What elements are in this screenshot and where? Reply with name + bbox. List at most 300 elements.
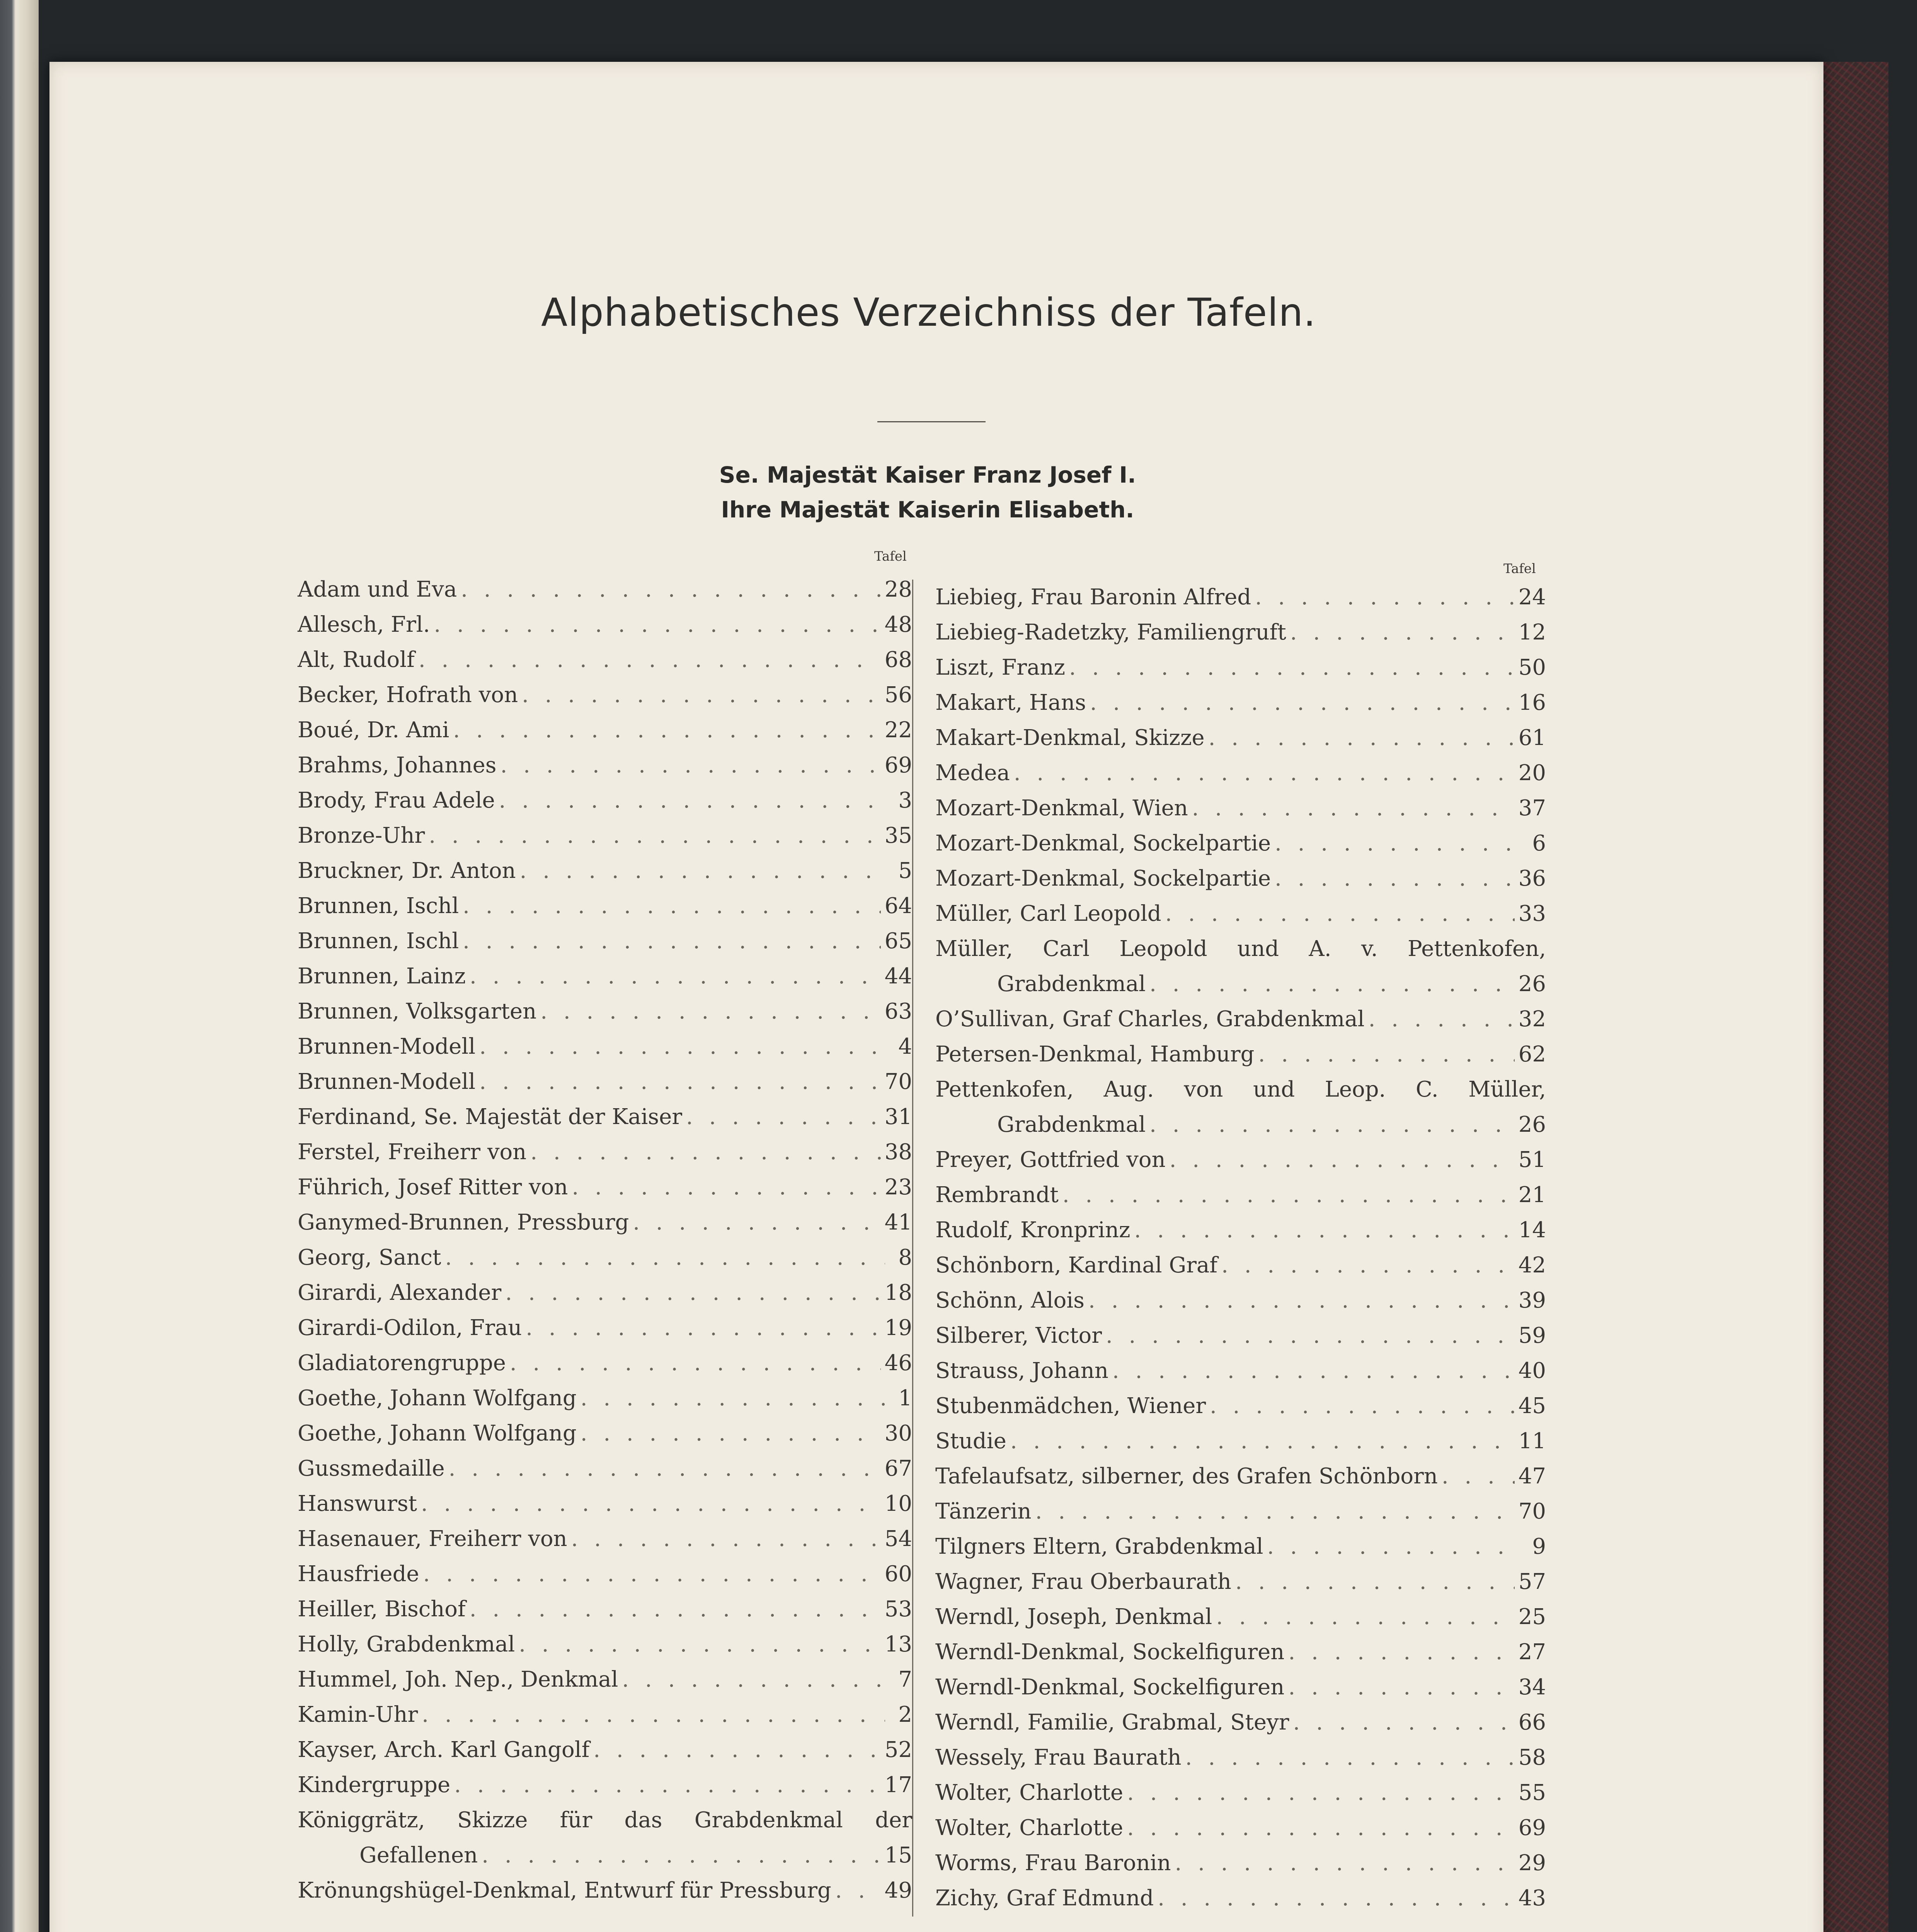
index-entry [298, 1556, 912, 1592]
plate-number: 45 [1518, 1393, 1546, 1418]
plate-number: 9 [1532, 1534, 1546, 1559]
index-entry [935, 826, 1546, 861]
plate-number: 69 [1518, 1815, 1546, 1840]
plate-number: 33 [1518, 901, 1546, 926]
entry-name: Holly, Grabdenkmal [298, 1632, 515, 1657]
entry-name-line-1: Müller, Carl Leopold und A. v. Pettenkofen, [935, 936, 1546, 961]
entry-name: Ferdinand, Se. Majestät der Kaiser [298, 1104, 683, 1129]
plate-number: 30 [884, 1421, 912, 1446]
dot-leader [1175, 1845, 1515, 1881]
index-entry [298, 1486, 912, 1521]
plate-number: 48 [884, 612, 912, 637]
entry-name: Goethe, Johann Wolfgang [298, 1421, 577, 1446]
index-entry [298, 1064, 912, 1099]
entry-name: Mozart-Denkmal, Wien [935, 796, 1188, 821]
dot-leader [1170, 1142, 1515, 1177]
index-entry [935, 1740, 1546, 1775]
index-entry [935, 1810, 1546, 1845]
index-entry [935, 615, 1546, 650]
index-entry [298, 1767, 912, 1803]
plate-number: 55 [1518, 1780, 1546, 1805]
dot-leader [1149, 966, 1515, 1002]
dot-leader [434, 607, 881, 642]
index-entry [935, 791, 1546, 826]
entry-name: Heiller, Bischof [298, 1597, 466, 1622]
index-entry-wrapped [298, 1803, 912, 1873]
dot-leader [633, 1205, 880, 1240]
index-entry [298, 677, 912, 713]
dot-leader [470, 1592, 881, 1627]
index-entry [298, 853, 912, 888]
index-entry [298, 1310, 912, 1345]
dot-leader [1288, 1670, 1514, 1705]
index-entry [935, 1388, 1546, 1423]
entry-name: Kayser, Arch. Karl Gangolf [298, 1737, 590, 1762]
dot-leader [1221, 1248, 1515, 1283]
dot-leader [463, 888, 881, 923]
index-entry [298, 642, 912, 677]
index-entry [298, 1873, 912, 1908]
index-entry [935, 1881, 1546, 1916]
index-entry [935, 896, 1546, 931]
dot-leader [1275, 861, 1515, 896]
plate-number: 67 [884, 1456, 912, 1481]
index-entry [935, 1002, 1546, 1037]
dot-leader [1275, 826, 1519, 861]
index-entry [935, 1283, 1546, 1318]
entry-name: Hausfriede [298, 1561, 419, 1587]
book-cover-edge [1817, 62, 1888, 1932]
dot-leader [1165, 896, 1515, 931]
plate-number: 14 [1518, 1218, 1546, 1243]
entry-name: Wolter, Charlotte [935, 1780, 1124, 1805]
dot-leader [1185, 1740, 1515, 1775]
plate-number: 31 [884, 1104, 912, 1129]
plate-number: 3 [898, 788, 912, 813]
entry-name-line-1: Pettenkofen, Aug. von und Leop. C. Müller, [935, 1077, 1546, 1102]
entry-name: Ganymed-Brunnen, Pressburg [298, 1210, 629, 1235]
plate-number: 39 [1518, 1288, 1546, 1313]
dot-leader [429, 818, 880, 853]
index-entry [298, 1099, 912, 1134]
index-entry [298, 1521, 912, 1556]
entry-name: Hasenauer, Freiherr von [298, 1526, 567, 1551]
entry-name: Goethe, Johann Wolfgang [298, 1386, 577, 1411]
dot-leader [449, 1451, 881, 1486]
index-entry [298, 748, 912, 783]
dot-leader [482, 1838, 881, 1873]
entry-name: Strauss, Johann [935, 1358, 1108, 1383]
dot-leader [1062, 1177, 1515, 1213]
dot-leader [526, 1310, 880, 1345]
entry-name: Tafelaufsatz, silberner, des Grafen Schönborn [935, 1464, 1438, 1489]
index-entry [935, 1845, 1546, 1881]
entry-name: Ferstel, Freiherr von [298, 1139, 527, 1165]
entry-name: Mozart-Denkmal, Sockelpartie [935, 831, 1271, 856]
plate-number: 59 [1518, 1323, 1546, 1348]
dot-leader [530, 1134, 880, 1170]
plate-number: 41 [884, 1210, 912, 1235]
plate-number: 1 [898, 1386, 912, 1411]
entry-name: Krönungshügel-Denkmal, Entwurf für Pressburg [298, 1878, 831, 1903]
entry-name: Rudolf, Kronprinz [935, 1218, 1130, 1243]
entry-name: Boué, Dr. Ami [298, 718, 449, 743]
dot-leader [470, 959, 881, 994]
plate-number: 23 [884, 1175, 912, 1200]
plate-number: 32 [1518, 1007, 1546, 1032]
entry-name: Brahms, Johannes [298, 753, 497, 778]
dot-leader [1069, 650, 1515, 685]
page-title: Alphabetisches Verzeichniss der Tafeln. [541, 290, 1316, 335]
plate-number: 10 [884, 1491, 912, 1516]
plate-number: 36 [1518, 866, 1546, 891]
entry-name-line-2: Grabdenkmal [997, 1112, 1146, 1137]
dot-leader [593, 1732, 880, 1767]
entry-name: Müller, Carl Leopold [935, 901, 1161, 926]
dot-leader [1014, 755, 1515, 791]
entry-name: Werndl-Denkmal, Sockelfiguren [935, 1675, 1285, 1700]
index-entry [298, 818, 912, 853]
index-entry [298, 1134, 912, 1170]
plate-number: 51 [1518, 1147, 1546, 1172]
index-entry [935, 685, 1546, 720]
dot-leader [1088, 1283, 1515, 1318]
dot-leader [453, 713, 880, 748]
dot-leader [1209, 720, 1515, 755]
plate-number: 27 [1518, 1639, 1546, 1665]
dot-leader [581, 1416, 881, 1451]
entry-name: Kindergruppe [298, 1772, 451, 1798]
index-entry [935, 1670, 1546, 1705]
plate-number: 68 [884, 647, 912, 672]
plate-number: 65 [884, 929, 912, 954]
dot-leader [454, 1767, 881, 1803]
entry-name-line-1: Königgrätz, Skizze für das Grabdenkmal der [298, 1808, 912, 1833]
index-entry [935, 1213, 1546, 1248]
index-entry [935, 1177, 1546, 1213]
entry-name: Liebieg-Radetzky, Familiengruft [935, 620, 1286, 645]
plate-number: 69 [884, 753, 912, 778]
plate-number: 8 [898, 1245, 912, 1270]
plate-number: 43 [1518, 1886, 1546, 1911]
index-entry [298, 1697, 912, 1732]
dot-leader [1106, 1318, 1515, 1353]
index-entry [298, 1170, 912, 1205]
plate-number: 15 [884, 1843, 912, 1868]
index-entry [298, 1029, 912, 1064]
entry-name: Führich, Josef Ritter von [298, 1175, 568, 1200]
entry-name: Worms, Frau Baronin [935, 1850, 1171, 1876]
dot-leader [1235, 1564, 1515, 1599]
column-divider [912, 580, 913, 1917]
dot-leader [1192, 791, 1515, 826]
index-entry [298, 572, 912, 607]
dot-leader [571, 1521, 881, 1556]
dot-leader [686, 1099, 881, 1134]
entry-name: Rembrandt [935, 1182, 1059, 1208]
dot-leader [1369, 1002, 1515, 1037]
dot-leader [520, 853, 885, 888]
index-entry [298, 1240, 912, 1275]
plate-number: 70 [884, 1069, 912, 1094]
plate-number: 50 [1518, 655, 1546, 680]
entry-name: Liebieg, Frau Baronin Alfred [935, 585, 1251, 610]
entry-name: O’Sullivan, Graf Charles, Grabdenkmal [935, 1007, 1365, 1032]
dot-leader [1010, 1423, 1515, 1459]
entry-name: Hummel, Joh. Nep., Denkmal [298, 1667, 618, 1692]
left-index-column [298, 572, 912, 1908]
dot-leader [1442, 1459, 1515, 1494]
entry-name: Kamin-Uhr [298, 1702, 418, 1727]
dot-leader [505, 1275, 881, 1310]
entry-name: Schönn, Alois [935, 1288, 1084, 1313]
entry-name: Werndl, Joseph, Denkmal [935, 1604, 1212, 1629]
plate-number: 49 [884, 1878, 912, 1903]
dot-leader [1216, 1599, 1514, 1634]
dot-leader [1255, 580, 1515, 615]
index-entry [298, 1732, 912, 1767]
entry-name: Wagner, Frau Oberbaurath [935, 1569, 1231, 1594]
plate-number: 28 [884, 577, 912, 602]
index-entry [935, 1353, 1546, 1388]
dot-leader [1210, 1388, 1515, 1423]
plate-number: 7 [898, 1667, 912, 1692]
plate-number: 42 [1518, 1253, 1546, 1278]
index-entry [298, 607, 912, 642]
plate-number: 25 [1518, 1604, 1546, 1629]
index-entry [935, 650, 1546, 685]
plate-number: 52 [884, 1737, 912, 1762]
plate-number: 6 [1532, 831, 1546, 856]
dot-leader [423, 1556, 881, 1592]
dot-leader [1290, 615, 1515, 650]
plate-number: 16 [1518, 690, 1546, 715]
entry-name: Brunnen-Modell [298, 1069, 476, 1094]
plate-number: 40 [1518, 1358, 1546, 1383]
title-rule [877, 421, 986, 422]
plate-number: 2 [898, 1702, 912, 1727]
index-entry [298, 888, 912, 923]
entry-name: Bruckner, Dr. Anton [298, 858, 516, 883]
dot-leader [1293, 1705, 1515, 1740]
index-entry [298, 1345, 912, 1381]
plate-number: 17 [884, 1772, 912, 1798]
index-entry [935, 1037, 1546, 1072]
dot-leader [572, 1170, 880, 1205]
dot-leader [1035, 1494, 1515, 1529]
entry-name: Bronze-Uhr [298, 823, 425, 848]
dot-leader [422, 1697, 885, 1732]
plate-number: 22 [884, 718, 912, 743]
plate-number: 62 [1518, 1042, 1546, 1067]
plate-number: 19 [884, 1315, 912, 1340]
entry-name: Wessely, Frau Baurath [935, 1745, 1182, 1770]
plate-number: 29 [1518, 1850, 1546, 1876]
entry-name: Brody, Frau Adele [298, 788, 495, 813]
entry-name: Werndl, Familie, Grabmal, Steyr [935, 1710, 1289, 1735]
dot-leader [1288, 1634, 1514, 1670]
index-entry [298, 1627, 912, 1662]
entry-name: Makart, Hans [935, 690, 1086, 715]
entry-name: Werndl-Denkmal, Sockelfiguren [935, 1639, 1285, 1665]
right-column-header: Tafel [1503, 561, 1536, 577]
dot-leader [1258, 1037, 1514, 1072]
dot-leader [835, 1873, 881, 1908]
dot-leader [581, 1381, 885, 1416]
index-entry [298, 1662, 912, 1697]
index-entry [935, 1775, 1546, 1810]
entry-name: Liszt, Franz [935, 655, 1066, 680]
dot-leader [445, 1240, 885, 1275]
dot-leader [519, 1627, 880, 1662]
plate-number: 56 [884, 682, 912, 707]
entry-name: Girardi, Alexander [298, 1280, 502, 1305]
index-entry [298, 783, 912, 818]
index-entry [935, 1634, 1546, 1670]
entry-name: Petersen-Denkmal, Hamburg [935, 1042, 1255, 1067]
entry-name-line-2: Grabdenkmal [997, 971, 1146, 997]
index-entry [298, 923, 912, 959]
index-entry [298, 1592, 912, 1627]
index-entry [935, 1248, 1546, 1283]
plate-number: 18 [884, 1280, 912, 1305]
plate-number: 57 [1518, 1569, 1546, 1594]
dot-leader [1267, 1529, 1519, 1564]
dot-leader [622, 1662, 885, 1697]
index-entry [935, 1529, 1546, 1564]
index-entry [935, 580, 1546, 615]
plate-number: 66 [1518, 1710, 1546, 1735]
entry-name: Brunnen, Volksgarten [298, 999, 537, 1024]
entry-name-line-2: Gefallenen [359, 1843, 478, 1868]
dot-leader [522, 677, 881, 713]
entry-name: Adam und Eva [298, 577, 457, 602]
dot-leader [421, 1486, 881, 1521]
plate-number: 53 [884, 1597, 912, 1622]
book-left-edge [0, 0, 39, 1932]
index-entry [298, 1205, 912, 1240]
entry-name: Brunnen-Modell [298, 1034, 476, 1059]
plate-number: 46 [884, 1350, 912, 1376]
index-entry [935, 755, 1546, 791]
plate-number: 24 [1518, 585, 1546, 610]
plate-number: 13 [884, 1632, 912, 1657]
dot-leader [540, 994, 880, 1029]
entry-name: Zichy, Graf Edmund [935, 1886, 1154, 1911]
plate-number: 60 [884, 1561, 912, 1587]
dedication-line-1: Se. Majestät Kaiser Franz Josef I. [719, 462, 1136, 488]
dot-leader [1134, 1213, 1515, 1248]
plate-number: 34 [1518, 1675, 1546, 1700]
index-entry [298, 1451, 912, 1486]
entry-name: Tilgners Eltern, Grabdenkmal [935, 1534, 1263, 1559]
plate-number: 47 [1518, 1464, 1546, 1489]
index-entry [935, 1459, 1546, 1494]
dot-leader [479, 1064, 881, 1099]
plate-number: 35 [884, 823, 912, 848]
dot-leader [1127, 1810, 1515, 1845]
plate-number: 38 [884, 1139, 912, 1165]
index-entry [298, 713, 912, 748]
entry-name: Silberer, Victor [935, 1323, 1102, 1348]
dot-leader [1112, 1353, 1515, 1388]
plate-number: 44 [884, 964, 912, 989]
entry-name: Schönborn, Kardinal Graf [935, 1253, 1218, 1278]
index-entry [935, 1599, 1546, 1634]
entry-name: Hanswurst [298, 1491, 417, 1516]
index-entry-wrapped [935, 1072, 1546, 1142]
dot-leader [1149, 1107, 1515, 1142]
plate-number: 70 [1518, 1499, 1546, 1524]
dot-leader [1158, 1881, 1514, 1916]
plate-number: 54 [884, 1526, 912, 1551]
dot-leader [1127, 1775, 1515, 1810]
entry-name: Brunnen, Ischl [298, 893, 459, 918]
plate-number: 11 [1518, 1429, 1546, 1454]
plate-number: 61 [1518, 725, 1546, 750]
index-entry [935, 1423, 1546, 1459]
plate-number: 63 [884, 999, 912, 1024]
plate-number: 26 [1518, 971, 1546, 997]
entry-name: Mozart-Denkmal, Sockelpartie [935, 866, 1271, 891]
entry-name: Alt, Rudolf [298, 647, 415, 672]
plate-number: 26 [1518, 1112, 1546, 1137]
index-entry [935, 720, 1546, 755]
index-entry [935, 1494, 1546, 1529]
dot-leader [419, 642, 881, 677]
entry-name: Studie [935, 1429, 1006, 1454]
left-column-header: Tafel [874, 549, 907, 564]
dot-leader [500, 748, 880, 783]
index-entry [298, 994, 912, 1029]
index-entry [298, 959, 912, 994]
index-entry [298, 1416, 912, 1451]
index-entry [935, 1705, 1546, 1740]
dot-leader [499, 783, 885, 818]
plate-number: 58 [1518, 1745, 1546, 1770]
entry-name: Stubenmädchen, Wiener [935, 1393, 1206, 1418]
dot-leader [510, 1345, 881, 1381]
index-entry [935, 1564, 1546, 1599]
dot-leader [463, 923, 881, 959]
entry-name: Brunnen, Lainz [298, 964, 466, 989]
plate-number: 12 [1518, 620, 1546, 645]
entry-name: Allesch, Frl. [298, 612, 430, 637]
index-entry [298, 1275, 912, 1310]
index-entry [935, 861, 1546, 896]
entry-name: Georg, Sanct [298, 1245, 441, 1270]
plate-number: 37 [1518, 796, 1546, 821]
entry-name: Tänzerin [935, 1499, 1032, 1524]
dot-leader [461, 572, 880, 607]
dot-leader [1090, 685, 1515, 720]
dot-leader [479, 1029, 885, 1064]
plate-number: 20 [1518, 760, 1546, 786]
index-entry [935, 1318, 1546, 1353]
right-index-column [935, 580, 1546, 1916]
plate-number: 21 [1518, 1182, 1546, 1208]
entry-name: Wolter, Charlotte [935, 1815, 1124, 1840]
entry-name: Medea [935, 760, 1010, 786]
index-entry [298, 1381, 912, 1416]
index-entry [935, 1142, 1546, 1177]
entry-name: Gussmedaille [298, 1456, 445, 1481]
entry-name: Makart-Denkmal, Skizze [935, 725, 1205, 750]
dedication-line-2: Ihre Majestät Kaiserin Elisabeth. [721, 497, 1134, 523]
entry-name: Girardi-Odilon, Frau [298, 1315, 522, 1340]
plate-number: 64 [884, 893, 912, 918]
entry-name: Preyer, Gottfried von [935, 1147, 1166, 1172]
